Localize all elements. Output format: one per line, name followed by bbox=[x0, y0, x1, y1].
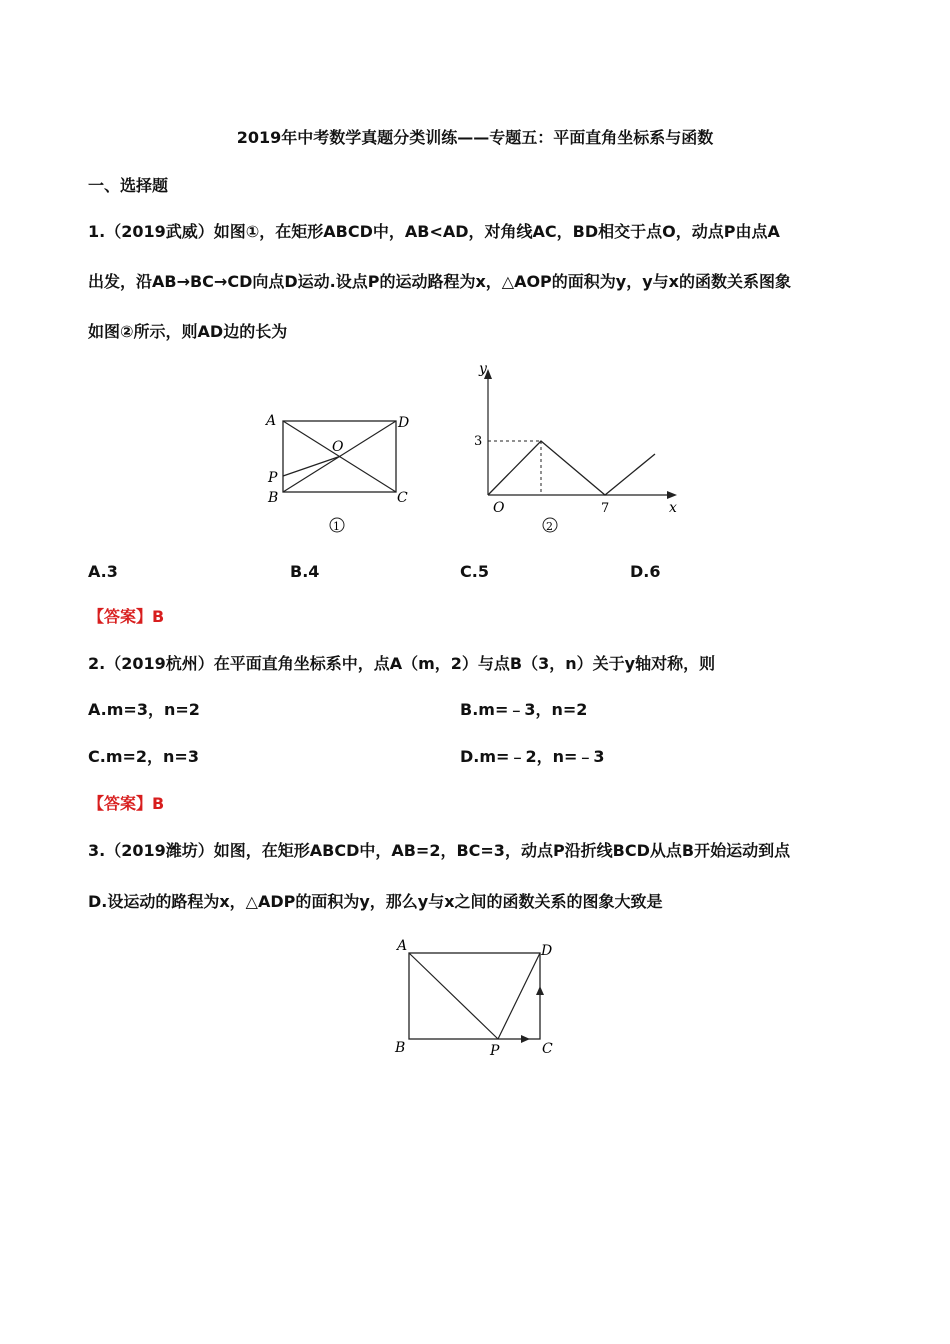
fig3-label-p: P bbox=[490, 1043, 500, 1059]
fig1-label-p: P bbox=[268, 470, 278, 486]
q1-figure-graph bbox=[455, 360, 690, 540]
fig3-label-d: D bbox=[541, 943, 553, 959]
fig3-label-c: C bbox=[542, 1041, 553, 1057]
q1-option-c: C.5 bbox=[460, 562, 489, 581]
q1-option-b: B.4 bbox=[290, 562, 320, 581]
fig2-label-y: y bbox=[479, 361, 487, 377]
fig2-label-x: x bbox=[669, 500, 677, 516]
fig1-label-c: C bbox=[397, 490, 408, 506]
q3-text-line2: D.设运动的路程为x，△ADP的面积为y，那么y与x之间的函数关系的图象大致是 bbox=[88, 892, 663, 911]
q1-figure-rectangle bbox=[260, 405, 420, 540]
q1-text-line3: 如图②所示，则AD边的长为 bbox=[88, 322, 288, 341]
q2-option-d: D.m=﹣2，n=﹣3 bbox=[460, 747, 605, 766]
fig3-label-a: A bbox=[397, 938, 408, 954]
q3-figure-rectangle bbox=[390, 933, 565, 1063]
q2-option-c: C.m=2，n=3 bbox=[88, 747, 199, 766]
fig1-label-b: B bbox=[268, 490, 279, 506]
q1-text-line1: 1.（2019武威）如图①，在矩形ABCD中，AB<AD，对角线AC，BD相交于点O，动点P由点A bbox=[88, 222, 780, 241]
fig2-label-7: 7 bbox=[601, 501, 610, 516]
section-heading: 一、选择题 bbox=[88, 176, 169, 195]
q1-answer: 【答案】B bbox=[88, 607, 165, 626]
q2-option-a: A.m=3，n=2 bbox=[88, 700, 200, 719]
q3-text-line1: 3.（2019潍坊）如图，在矩形ABCD中，AB=2，BC=3，动点P沿折线BCD从点B开始运动到点 bbox=[88, 841, 791, 860]
fig3-label-b: B bbox=[395, 1040, 406, 1056]
q2-answer: 【答案】B bbox=[88, 794, 165, 813]
fig1-caption: 1 bbox=[333, 520, 340, 533]
fig2-caption: 2 bbox=[546, 520, 553, 533]
fig1-label-a: A bbox=[266, 413, 277, 429]
q2-text-line1: 2.（2019杭州）在平面直角坐标系中，点A（m，2）与点B（3，n）关于y轴对称，则 bbox=[88, 654, 716, 673]
fig1-label-d: D bbox=[398, 415, 410, 431]
fig2-label-o: O bbox=[493, 500, 505, 516]
fig2-label-3: 3 bbox=[474, 434, 483, 449]
q2-option-b: B.m=﹣3，n=2 bbox=[460, 700, 588, 719]
q1-option-d: D.6 bbox=[630, 562, 661, 581]
fig1-label-o: O bbox=[332, 439, 344, 455]
q1-text-line2: 出发，沿AB→BC→CD向点D运动.设点P的运动路程为x，△AOP的面积为y，y与x的函数关系图象 bbox=[88, 272, 791, 291]
page-title: 2019年中考数学真题分类训练——专题五：平面直角坐标系与函数 bbox=[236, 128, 714, 147]
q1-option-a: A.3 bbox=[88, 562, 118, 581]
